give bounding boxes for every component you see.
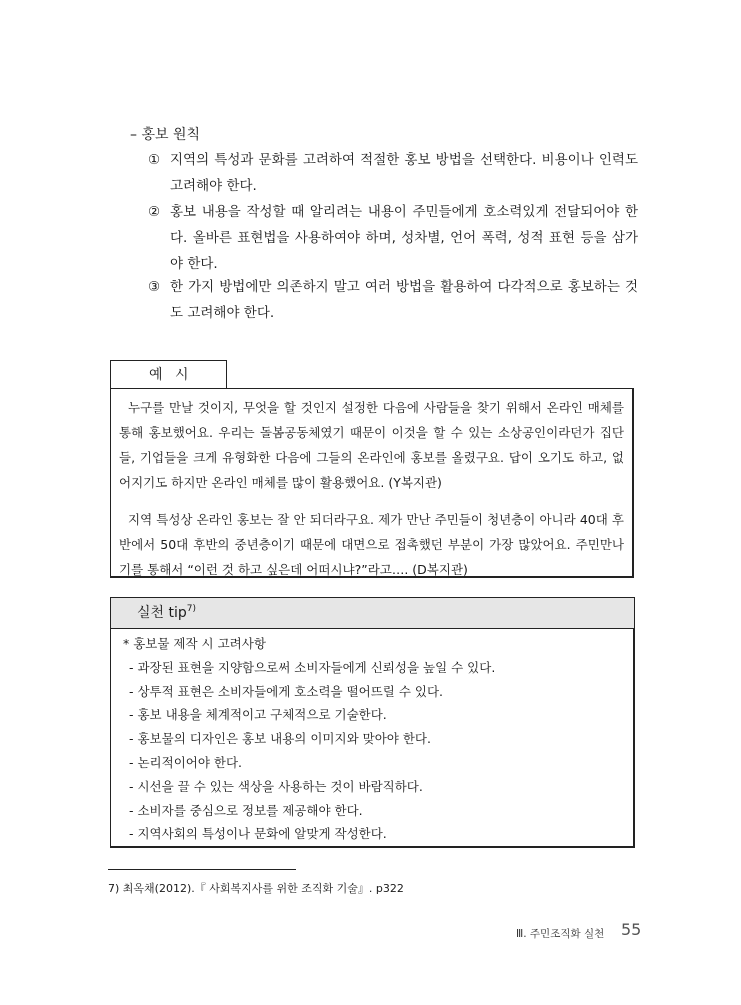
- tip-heading: * 홍보물 제작 시 고려사항: [123, 636, 266, 651]
- tip-header: [110, 597, 635, 629]
- tip-item: - 홍보 내용을 체계적이고 구체적으로 기술한다.: [129, 707, 387, 723]
- tip-item: - 논리적이어야 한다.: [129, 754, 243, 770]
- footnote-divider: [108, 869, 296, 870]
- tip-box: [110, 629, 635, 848]
- tip-item: - 상투적 표현은 소비자들에게 호소력을 떨어뜨릴 수 있다.: [129, 683, 444, 699]
- principle-item-1: [148, 147, 638, 199]
- footnote: 7) 최옥채(2012).『 사회복지사를 위한 조직화 기술』. p322: [108, 882, 404, 895]
- tip-item: - 시선을 끌 수 있는 색상을 사용하는 것이 바람직하다.: [129, 778, 423, 794]
- footer-section-title: Ⅲ. 주민조직화 실천: [516, 928, 605, 940]
- tip-item: - 소비자를 중심으로 정보를 제공해야 한다.: [129, 802, 363, 818]
- example-paragraph-1: 누구를 만날 것이지, 무엇을 할 것인지 설정한 다음에 사람들을 찾기 위해서 온라인 매체를 통해 홍보했어요. 우리는 돌봄공동체였기 때문이 이것을 할 수 있는 소상공인이라던가 집단들, 기업들을 크게 유형화한 다음에 그들의 온라인에 홍보를 올렸구요. 답이 오기도 하고, 없어지기도 하지만 온라인 매체를 많이 활용했어요. (Y복지관): [119, 400, 624, 490]
- principle-text: 한 가지 방법에만 의존하지 말고 여러 방법을 활용하여 다각적으로 홍보하는 것도 고려해야 한다.: [170, 279, 638, 321]
- principle-text: 홍보 내용을 작성할 때 알리려는 내용이 주민들에게 호소력있게 전달되어야 한다. 올바른 표현법을 사용하여야 하며, 성차별, 언어 폭력, 성적 표현 등을 삼가야 한다.: [170, 204, 638, 272]
- tip-item: - 홍보물의 디자인은 홍보 내용의 이미지와 맞아야 한다.: [129, 731, 431, 747]
- tip-item: - 과장된 표현을 지양함으로써 소비자들에게 신뢰성을 높일 수 있다.: [129, 659, 496, 675]
- principle-item-2: [148, 199, 638, 277]
- tip-item: - 지역사회의 특성이나 문화에 알맞게 작성한다.: [129, 826, 387, 842]
- footnote-reference: 7): [186, 604, 197, 614]
- principle-text: 지역의 특성과 문화를 고려하여 적절한 홍보 방법을 선택한다. 비용이나 인력도 고려해야 한다.: [170, 152, 638, 194]
- principle-number: ③: [148, 279, 161, 295]
- principle-number: ①: [148, 152, 161, 168]
- page-number: 55: [621, 920, 642, 939]
- example-box: [110, 388, 634, 578]
- principle-item-3: [148, 274, 638, 326]
- tip-title: 실천 tip: [137, 605, 187, 621]
- principle-number: ②: [148, 204, 161, 220]
- example-label: 예 시: [110, 360, 227, 388]
- example-paragraph-2: 지역 특성상 온라인 홍보는 잘 안 되더라구요. 제가 만난 주민들이 청년층이 아니라 40대 후반에서 50대 후반의 중년층이기 때문에 대면으로 접촉했던 부분이 가장 많았어요. 주민만나기를 통해서 “이런 것 하고 싶은데 어떠시냐?”라고…. (D복지관): [119, 512, 624, 577]
- principles-heading: – 홍보 원칙: [130, 127, 200, 143]
